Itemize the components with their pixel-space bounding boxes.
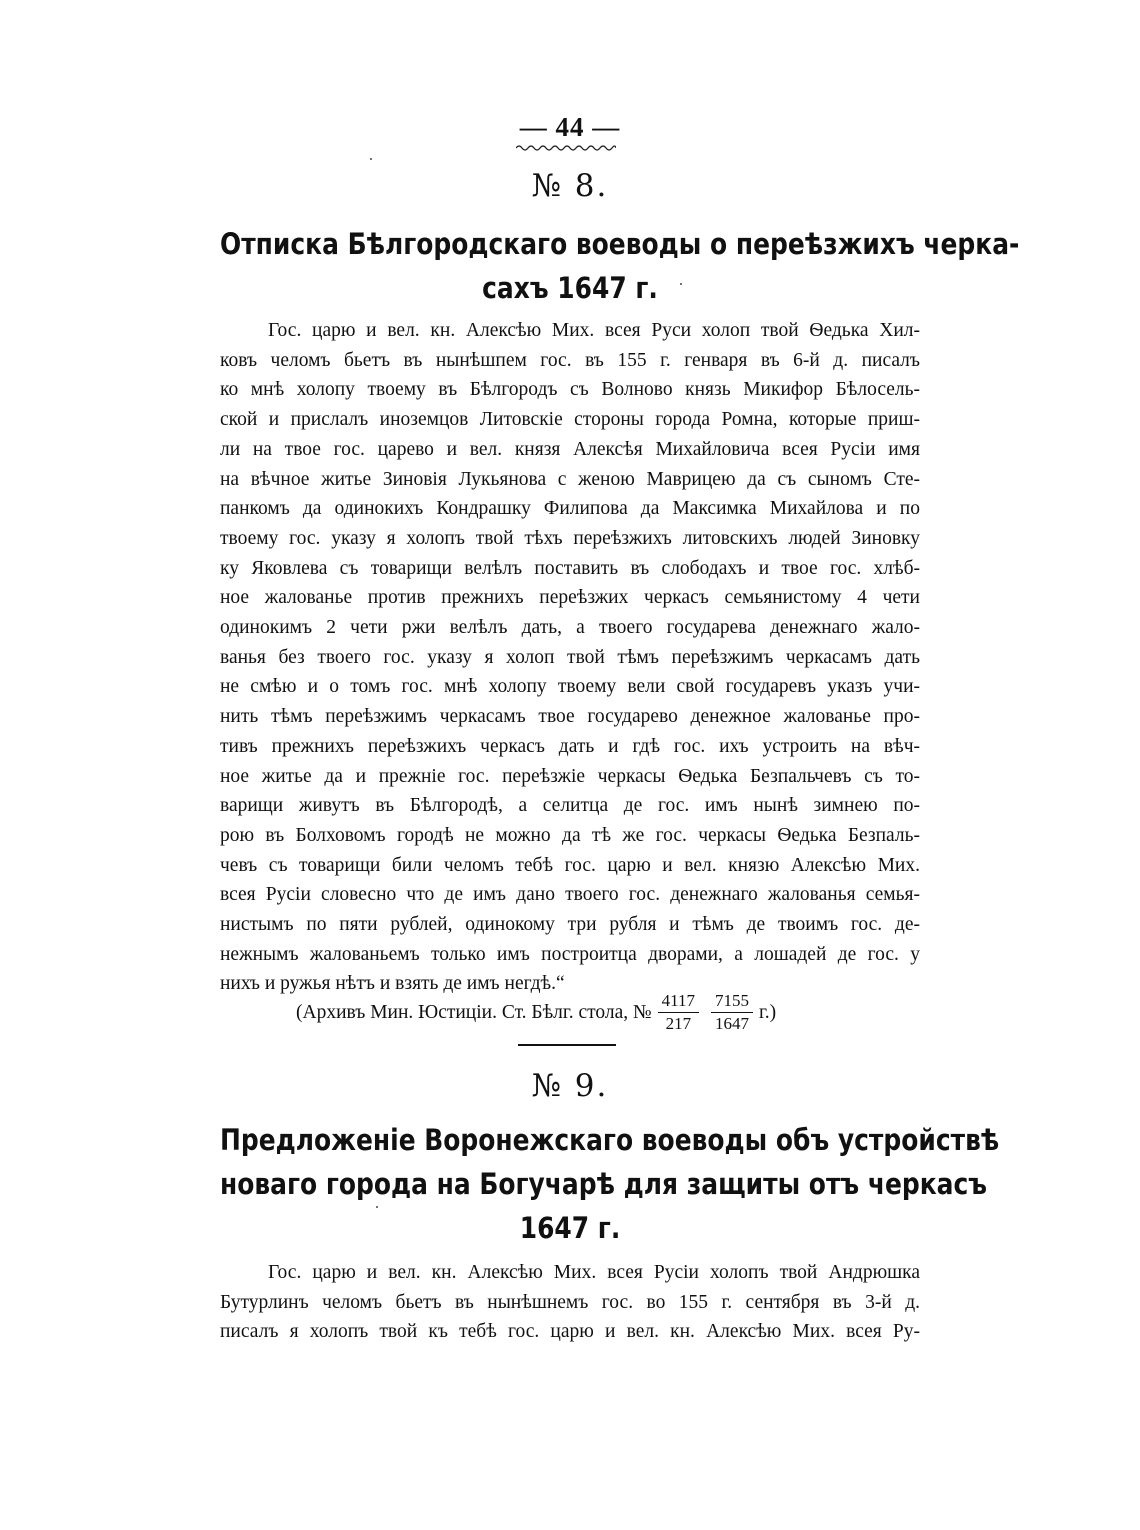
text-line: варищи живутъ въ Бѣлгородѣ, а селитца де гос. имъ нынѣ зимнею по- bbox=[220, 795, 920, 817]
section-divider bbox=[518, 1044, 616, 1046]
text-line: одинокимъ 2 чети ржи велѣлъ дать, а твоего государева денежнаго жало- bbox=[220, 617, 920, 639]
title-line: сахъ 1647 г. bbox=[482, 271, 658, 305]
text-line: Гос. царю и вел. кн. Алексѣю Мих. всея Русіи холопъ твой Андрюшка bbox=[268, 1262, 920, 1283]
text-line: Гос. царю и вел. кн. Алексѣю Мих. всея Руси холоп твой Ѳедька Хил- bbox=[268, 320, 920, 341]
text-line: нистымъ по пяти рублей, одинокому три рубля и тѣмъ де твоимъ гос. де- bbox=[220, 914, 920, 936]
text-line: на вѣчное житье Зиновія Лукьянова с женою Маврицею да съ сыномъ Сте- bbox=[220, 468, 920, 490]
text-line: чевъ съ товарищи били челомъ тебѣ гос. царю и вел. князю Алексѣю Мих. bbox=[220, 854, 920, 876]
document-number: № 8. bbox=[531, 168, 609, 204]
citation-fraction bbox=[711, 990, 753, 1035]
document-body bbox=[220, 316, 920, 999]
document-number: № 9. bbox=[531, 1068, 609, 1104]
text-line: писалъ я холопъ твой къ тебѣ гос. царю и вел. кн. Алексѣю Мих. всея Ру- bbox=[220, 1321, 920, 1343]
document-body bbox=[220, 1258, 920, 1347]
scan-speck bbox=[370, 158, 372, 160]
text-line: ку Яковлева съ товарищи велѣлъ поставить въ слободахъ и твое гос. хлѣб- bbox=[220, 557, 920, 579]
title-line: Отписка Бѣлгородскаго воеводы о переѣзжихъ черка- bbox=[220, 227, 1020, 261]
page-number-underline bbox=[516, 144, 616, 152]
fraction-numerator: 4117 bbox=[658, 990, 699, 1013]
text-line: Бутурлинъ челомъ бьетъ въ нынѣшнемъ гос. во 155 г. сентября въ 3-й д. bbox=[220, 1291, 920, 1313]
title-line: новаго города на Богучарѣ для защиты отъ черкасъ bbox=[220, 1167, 987, 1201]
text-line: ванья без твоего гос. указу я холоп твой тѣмъ переѣзжимъ черкасамъ дать bbox=[220, 646, 920, 668]
text-line: нихъ и ружья нѣтъ и взять де имъ негдѣ.“ bbox=[220, 973, 565, 995]
scan-speck bbox=[680, 283, 682, 285]
text-line: ковъ челомъ бьетъ въ нынѣшпем гос. въ 155 г. генваря въ 6-й д. писалъ bbox=[220, 349, 920, 371]
document-title bbox=[220, 1118, 1000, 1250]
text-line: тивъ прежнихъ переѣзжихъ черкасъ дать и гдѣ гос. ихъ устроить на вѣч- bbox=[220, 735, 920, 757]
text-line: ко мнѣ холопу твоему въ Бѣлгородъ съ Волново князь Микифор Бѣлосель- bbox=[220, 379, 920, 401]
fraction-numerator: 7155 bbox=[711, 990, 753, 1013]
fraction-denominator: 217 bbox=[665, 1014, 692, 1033]
scan-speck bbox=[376, 1206, 378, 1208]
text-line: ли на твое гос. царево и вел. князя Алексѣя Михайловича всея Русіи имя bbox=[220, 438, 920, 460]
citation-suffix: г.) bbox=[759, 1001, 777, 1023]
text-line: нить тѣмъ переѣзжимъ черкасамъ твое государево денежное жалованье про- bbox=[220, 706, 920, 728]
title-line: Предложеніе Воронежскаго воеводы объ устройствѣ bbox=[220, 1123, 1000, 1157]
text-line: ской и прислалъ иноземцов Литовскіе стороны города Ромна, которые приш- bbox=[220, 409, 920, 431]
text-line: рою въ Болховомъ городѣ не можно да тѣ же гос. черкасы Ѳедька Безпаль- bbox=[220, 824, 920, 846]
text-line: не смѣю и о томъ гос. мнѣ холопу твоему вели свой государевъ указъ учи- bbox=[220, 676, 920, 698]
page-number: — 44 — bbox=[519, 112, 621, 142]
document-title bbox=[220, 222, 1020, 310]
citation-prefix: (Архивъ Мин. Юстиціи. Ст. Бѣлг. стола, № bbox=[296, 1001, 652, 1023]
citation-fraction bbox=[658, 990, 699, 1035]
fraction-denominator: 1647 bbox=[715, 1014, 749, 1033]
text-line: нежнымъ жалованьемъ только имъ построитца дворами, а лошадей де гос. у bbox=[220, 943, 920, 965]
text-line: ное житье да и прежніе гос. переѣзжіе черкасы Ѳедька Безпальчевъ съ то- bbox=[220, 765, 920, 787]
text-line: ное жалованье против прежнихъ переѣзжих черкасъ семьянистому 4 чети bbox=[220, 587, 920, 609]
title-line: 1647 г. bbox=[519, 1211, 621, 1245]
text-line: панкомъ да одинокихъ Кондрашку Филипова да Максимка Михайлова и по bbox=[220, 498, 920, 520]
text-line: твоему гос. указу я холопъ твой тѣхъ переѣзжихъ литовскихъ людей Зиновку bbox=[220, 527, 920, 549]
text-line: всея Русіи словесно что де имъ дано твоего гос. денежнаго жалованья семья- bbox=[220, 884, 920, 906]
archive-citation bbox=[296, 990, 776, 1035]
